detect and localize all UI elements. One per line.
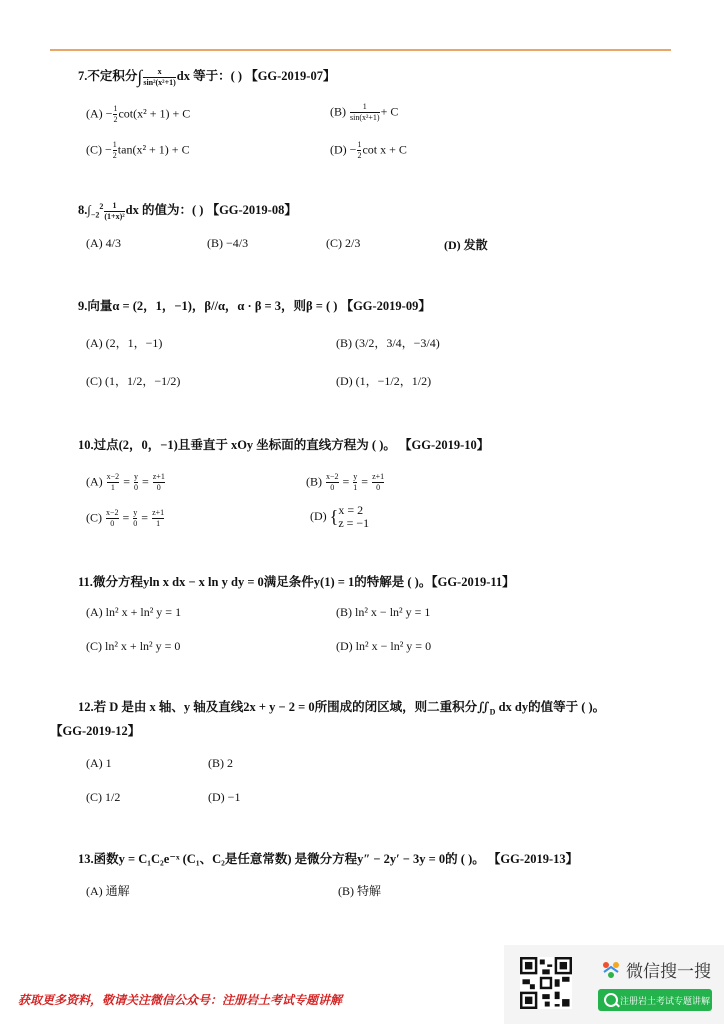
question-11: 11.微分方程yln x dx − x ln y dy = 0满足条件y(1) = 1的特解是 ( )。【GG-2019-11】 xyxy=(78,575,515,589)
q12-option-b: (B) 2 xyxy=(208,756,233,770)
q10-option-b: (B) $\frac{x-2}{0}$ = $\frac{y}{1}$ = $\frac{z+1}{0}$ xyxy=(306,472,385,492)
q7-option-a: (A) − $\frac{1}{2}$ cot(x² + 1) + C xyxy=(86,104,191,124)
question-code: 【GG-2019-09】 xyxy=(340,299,431,313)
q11-option-c: (C) ln² x + ln² y = 0 xyxy=(86,639,181,653)
q7-option-c: (C) − $\frac{1}{2}$ tan(x² + 1) + C xyxy=(86,140,190,160)
question-code: 【GG-2019-10】 xyxy=(399,438,490,452)
q10-option-c: (C) $\frac{x-2}{0}$ = $\frac{y}{0}$ = $\frac{z+1}{1}$ xyxy=(86,508,165,528)
question-9: 9.向量α = (2，1，−1)，β//α，α · β = 3，则β = ( ) 【GG-2019-09】 xyxy=(78,299,431,313)
q10-option-d: (D) { x = 2 z = −1 xyxy=(310,503,370,530)
q12-option-c: (C) 1/2 xyxy=(86,790,121,804)
header-rule xyxy=(50,49,671,51)
q9-option-c: (C) (1，1/2，−1/2) xyxy=(86,374,181,388)
q8-option-a: (A) 4/3 xyxy=(86,236,122,250)
search-label: 注册岩土考试专题讲解 xyxy=(620,997,711,1007)
q13-option-a: (A) 通解 xyxy=(86,884,130,898)
q7-option-d: (D) − $\frac{1}{2}$ cot x + C xyxy=(330,140,407,160)
q10-option-a: (A) $\frac{x-2}{1}$ = $\frac{y}{0}$ = $\frac{z+1}{0}$ xyxy=(86,472,165,492)
question-12: 12.若 D 是由 x 轴、y 轴及直线2x + y − 2 = 0所围成的闭区域，则二重积分$∬_D$ dx dy的值等于 ( )。 xyxy=(78,700,606,717)
question-code: 【GG-2019-13】 xyxy=(487,852,579,866)
question-8: $8.\int_{-2}^2$ $\frac{1}{\text{(1+x)²}}$ dx 的值为：( ) 【GG-2019-08】 xyxy=(78,200,297,221)
q9-option-a: (A) (2，1，−1) xyxy=(86,336,163,350)
question-code: 【GG-2019-08】 xyxy=(206,203,297,217)
q9-option-b: (B) (3/2，3/4，−3/4) xyxy=(336,336,440,350)
q8-option-b: (B) −4/3 xyxy=(207,236,249,250)
question-13: 13.函数y = C₁C₂e⁻ˣ (C₁、C₂是任意常数) 是微分方程y″ − 2y′ − 3y = 0的 ( )。 【GG-2019-13】 xyxy=(78,852,579,866)
question-7: 7.不定积分∫ $\frac{x}{\text{sin²(x²+1)}}$ dx 等于：( ) 【GG-2019-07】 xyxy=(78,66,336,87)
q12-option-d: (D) −1 xyxy=(208,790,241,804)
q11-option-a: (A) ln² x + ln² y = 1 xyxy=(86,605,182,619)
q11-option-b: (B) ln² x − ln² y = 1 xyxy=(336,605,431,619)
q13-option-b: (B) 特解 xyxy=(338,884,382,898)
question-12-code: 【GG-2019-12】 xyxy=(50,724,141,738)
question-10: 10.过点(2，0，−1)且垂直于 xOy 坐标面的直线方程为 ( )。 【GG-2019-10】 xyxy=(78,438,490,452)
question-code: 【GG-2019-11】 xyxy=(431,575,515,589)
brand-title: 微信搜一搜 xyxy=(626,962,711,982)
question-code: 【GG-2019-07】 xyxy=(245,69,336,83)
search-button[interactable] xyxy=(598,989,712,1011)
q8-option-c: (C) 2/3 xyxy=(326,236,361,250)
promo-text: 获取更多资料，敬请关注微信公众号：注册岩土考试专题讲解 xyxy=(18,993,343,1007)
q9-option-d: (D) (1，−1/2，1/2) xyxy=(336,374,432,388)
qr-code-icon xyxy=(520,957,572,1009)
wechat-search-card[interactable] xyxy=(504,945,724,1024)
q12-option-a: (A) 1 xyxy=(86,756,112,770)
q11-option-d: (D) ln² x − ln² y = 0 xyxy=(336,639,432,653)
q7-option-b: (B) $\frac{1}{\text{sin(x²+1)}}$ + C xyxy=(330,102,399,122)
q8-option-d: (D) 发散 xyxy=(444,238,488,252)
wechat-search-logo-icon xyxy=(600,959,622,981)
